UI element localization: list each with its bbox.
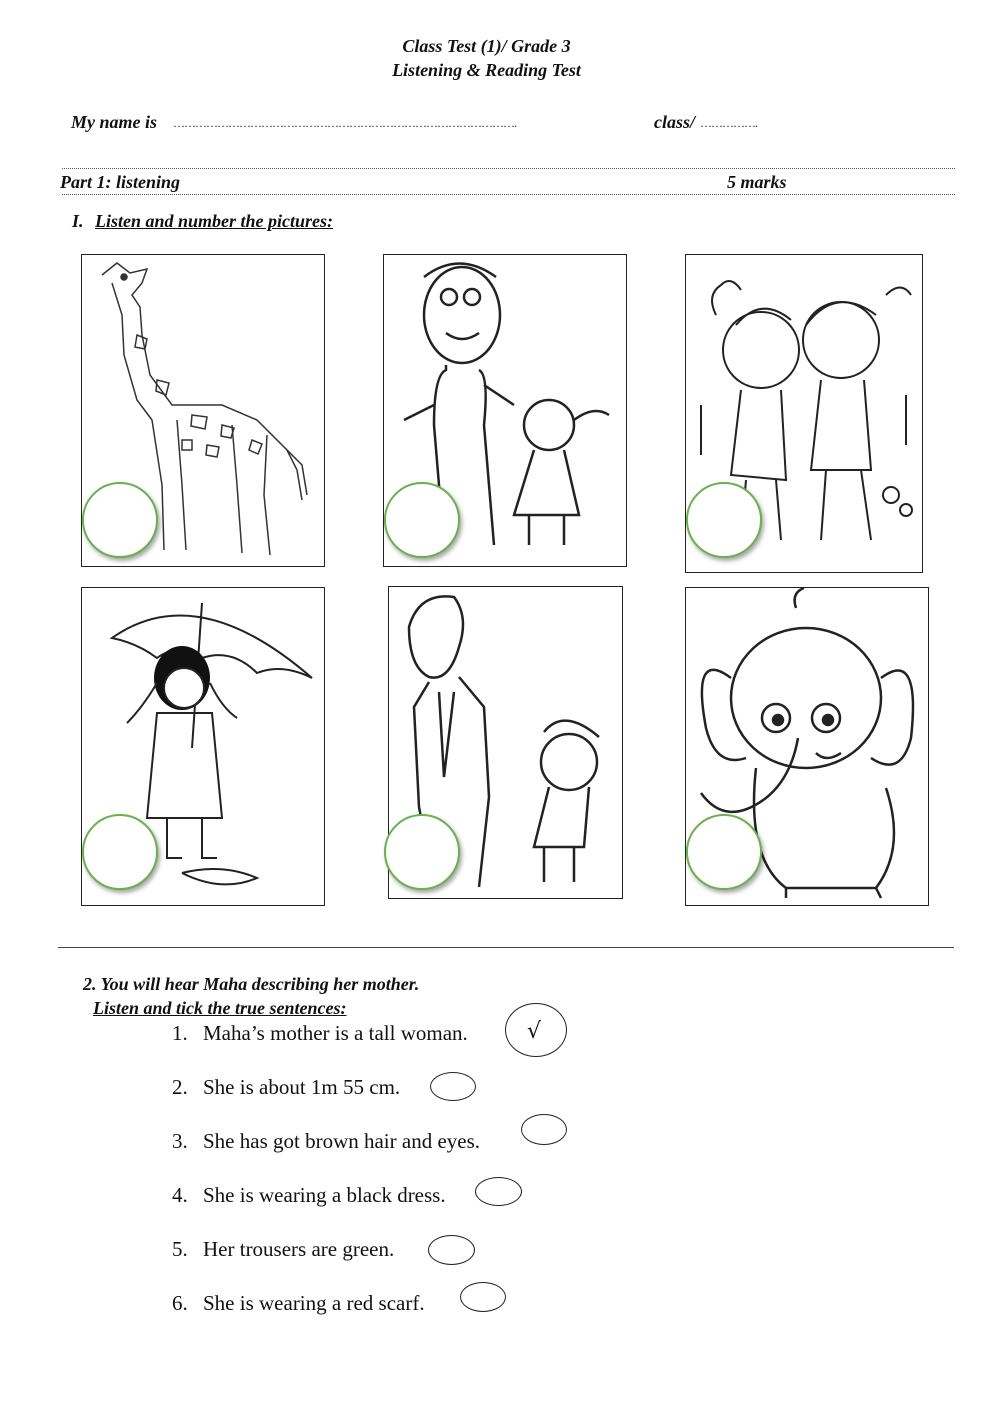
tick-box-2[interactable] <box>430 1072 476 1101</box>
sentence-number: 6. <box>172 1291 188 1315</box>
sentence-number: 1. <box>172 1021 188 1045</box>
part1-marks: 5 marks <box>727 172 787 192</box>
divider-top <box>62 168 955 169</box>
tick-box-5[interactable] <box>428 1235 475 1265</box>
sentence-number: 5. <box>172 1237 188 1261</box>
number-circle-elephant[interactable] <box>686 814 762 890</box>
number-circle-man-boy[interactable] <box>384 814 460 890</box>
part1-label: Part 1: listening <box>60 172 181 192</box>
name-field[interactable]: …………………………………………………………………………………. <box>173 116 516 130</box>
sentence-1 <box>172 1021 468 1046</box>
name-label: My name is <box>71 112 158 132</box>
sentence-number: 3. <box>172 1129 188 1153</box>
tick-mark-icon: √ <box>527 1019 542 1044</box>
class-label: class/ <box>654 112 696 132</box>
divider-bottom <box>62 194 955 195</box>
part2-intro: 2. You will hear Maha describing her mother. <box>83 974 420 994</box>
sentence-2 <box>172 1075 400 1100</box>
sentence-text: She is wearing a red scarf. <box>203 1291 425 1315</box>
sentence-text: She has got brown hair and eyes. <box>203 1129 481 1153</box>
part2-instruction: Listen and tick the true sentences: <box>93 998 347 1018</box>
tick-box-4[interactable] <box>475 1177 522 1206</box>
sentence-5 <box>172 1237 394 1262</box>
section-separator <box>58 947 954 948</box>
section-number: I. <box>72 211 84 231</box>
number-circle-giraffe[interactable] <box>82 482 158 558</box>
part1-instruction: Listen and number the pictures: <box>95 211 334 231</box>
sentence-3 <box>172 1129 480 1154</box>
sentence-text: She is wearing a black dress. <box>203 1183 446 1207</box>
sentence-number: 2. <box>172 1075 188 1099</box>
sentence-4 <box>172 1183 446 1208</box>
sentence-6 <box>172 1291 425 1316</box>
number-circle-school-children[interactable] <box>686 482 762 558</box>
sentence-text: Her trousers are green. <box>203 1237 395 1261</box>
sentence-text: She is about 1m 55 cm. <box>203 1075 401 1099</box>
sentence-number: 4. <box>172 1183 188 1207</box>
sentence-text: Maha’s mother is a tall woman. <box>203 1021 468 1045</box>
test-title: Class Test (1)/ Grade 3 <box>402 36 571 56</box>
number-circle-umbrella-girl[interactable] <box>82 814 158 890</box>
tick-box-6[interactable] <box>460 1282 506 1312</box>
number-circle-father-girl[interactable] <box>384 482 460 558</box>
test-subtitle: Listening & Reading Test <box>392 60 581 80</box>
tick-box-3[interactable] <box>521 1114 567 1145</box>
class-field[interactable]: ……………. <box>700 116 757 130</box>
